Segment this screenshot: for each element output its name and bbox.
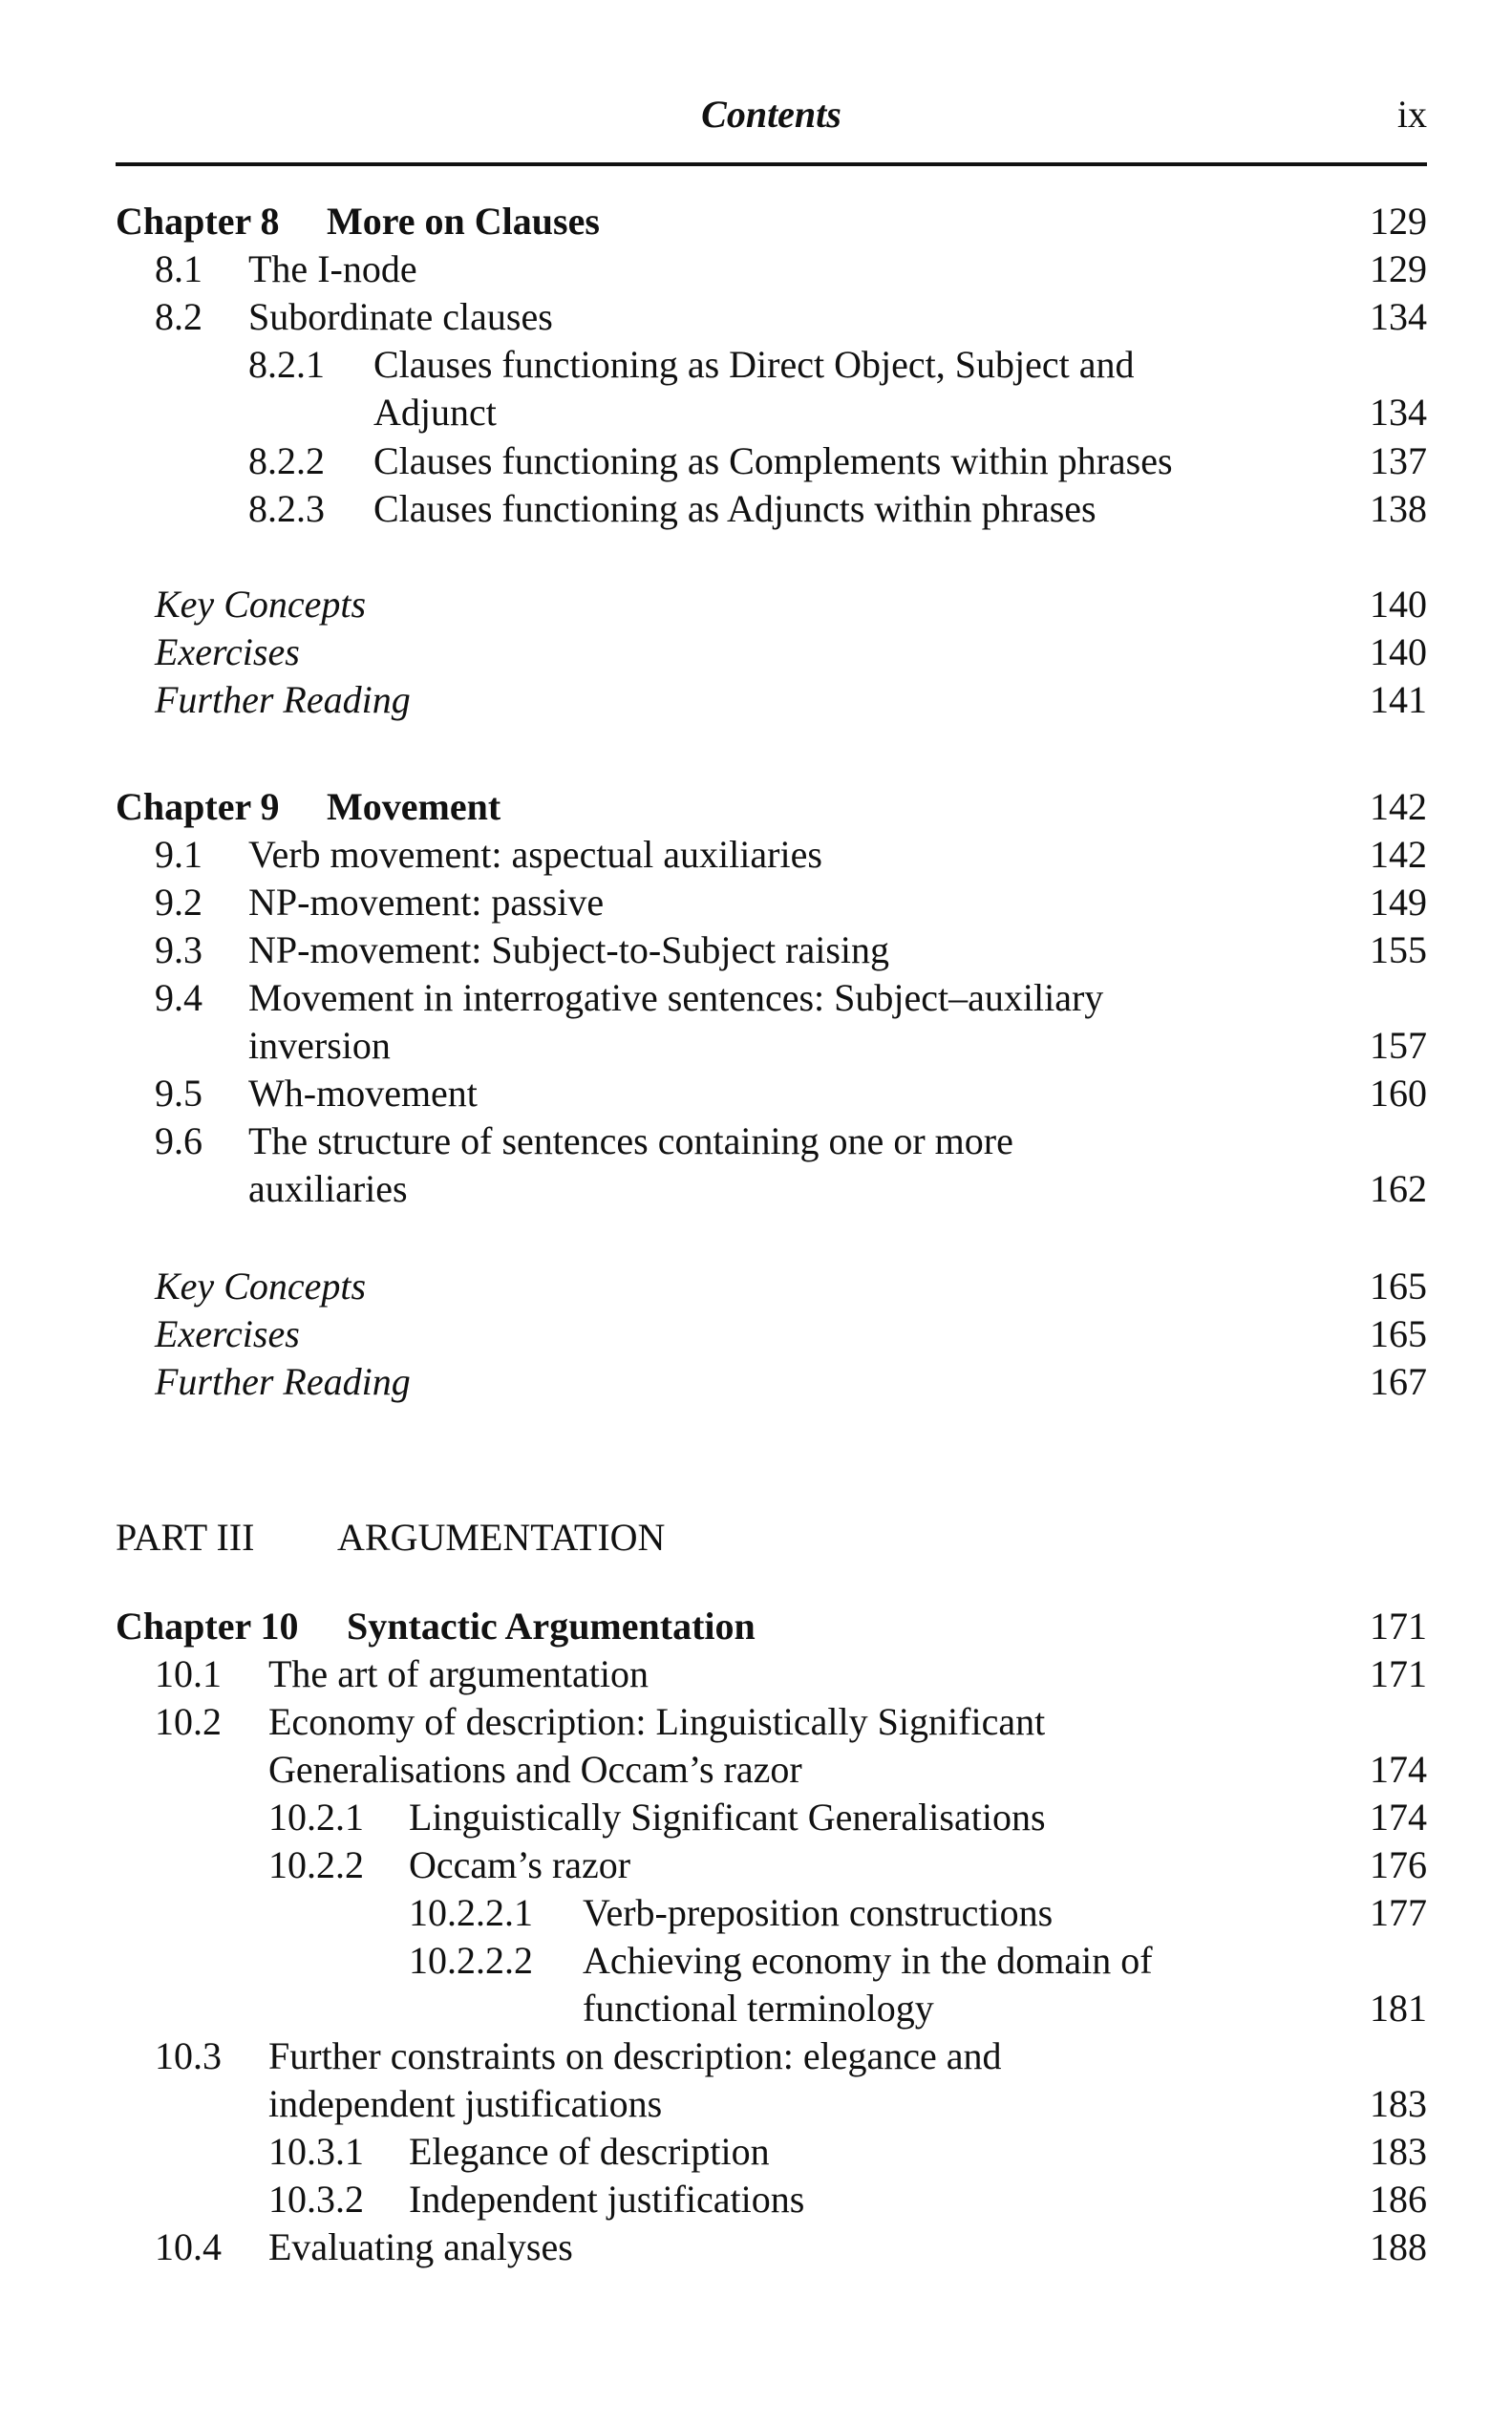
toc-entry-page: 162: [1370, 1167, 1427, 1210]
toc-entry: [116, 581, 1427, 628]
toc-entry-page: 171: [1370, 1605, 1427, 1648]
toc-entry-page: 149: [1370, 881, 1427, 924]
toc-entry: [116, 2032, 1427, 2080]
toc-entry-page: 140: [1370, 583, 1427, 626]
toc-entry-number: 10.3.2: [268, 2178, 364, 2221]
toc-entry-page: 141: [1370, 678, 1427, 721]
toc-entry: [116, 676, 1427, 724]
toc-entry: [116, 293, 1427, 341]
toc-entry-page: 183: [1370, 2082, 1427, 2125]
toc-entry: [116, 879, 1427, 926]
toc-entry: [116, 1165, 1427, 1213]
toc-entry: [116, 1263, 1427, 1310]
toc-entry-number: 9.6: [155, 1119, 202, 1162]
toc-entry-page: 188: [1370, 2225, 1427, 2268]
running-header-page-number: ix: [1396, 93, 1427, 136]
toc-entry-number: 10.2.2: [268, 1843, 364, 1886]
toc-entry-number: Chapter 10: [116, 1605, 299, 1648]
toc-entry-number: 10.2.1: [268, 1796, 364, 1839]
toc-entry-number: 8.2: [155, 295, 202, 338]
toc-entry-title: Clauses functioning as Adjuncts within phrases: [373, 487, 1097, 530]
running-header-title: Contents: [701, 93, 841, 136]
toc-entry: [116, 628, 1427, 676]
toc-entry-title: functional terminology: [583, 1987, 934, 2030]
toc-entry-title: Verb-preposition constructions: [583, 1891, 1054, 1934]
toc-entry-page: 160: [1370, 1072, 1427, 1115]
toc-entry-number: 8.2.3: [248, 487, 325, 530]
toc-entry-title: Evaluating analyses: [268, 2225, 573, 2268]
toc-entry-title: NP-movement: passive: [248, 881, 605, 924]
toc-entry-title: ARGUMENTATION: [337, 1516, 666, 1559]
toc-entry-page: 183: [1370, 2130, 1427, 2173]
toc-entry-title: Adjunct: [373, 391, 497, 434]
toc-entry-title: Syntactic Argumentation: [347, 1605, 756, 1648]
toc-entry-page: 155: [1370, 928, 1427, 971]
toc-entry: [116, 1358, 1427, 1406]
toc-entry-number: 10.3.1: [268, 2130, 364, 2173]
toc-entry-title: The structure of sentences containing one or more: [248, 1119, 1013, 1162]
toc-entry-title: Wh-movement: [248, 1072, 478, 1115]
toc-entry: [116, 831, 1427, 879]
toc-entry-number: 8.2.2: [248, 439, 325, 482]
toc-entry-title: Economy of description: Linguistically Significant: [268, 1700, 1046, 1743]
toc-entry-number: Chapter 8: [116, 200, 280, 243]
toc-entry-title: NP-movement: Subject-to-Subject raising: [248, 928, 889, 971]
toc-entry-page: 165: [1370, 1312, 1427, 1355]
toc-entry-page: 186: [1370, 2178, 1427, 2221]
toc-entry-page: 177: [1370, 1891, 1427, 1934]
running-header: [116, 92, 1427, 139]
toc-entry: [116, 341, 1427, 389]
toc-entry-title: Exercises: [155, 630, 300, 673]
toc-entry-title: Generalisations and Occam’s razor: [268, 1748, 802, 1791]
toc-entry-title: Movement: [327, 785, 501, 828]
toc-entry: [116, 783, 1427, 831]
toc-entry: [116, 1603, 1427, 1650]
toc-entry-number: 10.2: [155, 1700, 222, 1743]
toc-entry: [116, 1746, 1427, 1794]
toc-entry-page: 134: [1370, 391, 1427, 434]
toc-entry-title: More on Clauses: [327, 200, 600, 243]
toc-entry-number: 10.2.2.2: [409, 1939, 533, 1982]
toc-entry: [116, 926, 1427, 974]
toc-entry: [116, 1794, 1427, 1841]
toc-entry: [116, 1698, 1427, 1746]
toc-entry-page: 176: [1370, 1843, 1427, 1886]
toc-entry-title: The I-node: [248, 247, 417, 290]
toc-entry-number: 10.3: [155, 2034, 222, 2077]
toc-entry-title: independent justifications: [268, 2082, 663, 2125]
toc-entry-page: 129: [1370, 247, 1427, 290]
toc-entry: [116, 245, 1427, 293]
toc-entry-title: Key Concepts: [155, 1265, 367, 1308]
toc-entry-page: 140: [1370, 630, 1427, 673]
toc-entry-title: Key Concepts: [155, 583, 367, 626]
toc-entry: [116, 198, 1427, 245]
toc-entry-page: 167: [1370, 1360, 1427, 1403]
toc-entry-title: Achieving economy in the domain of: [583, 1939, 1153, 1982]
toc-entry-title: inversion: [248, 1024, 391, 1067]
toc-entry-number: 9.3: [155, 928, 202, 971]
toc-entry-page: 134: [1370, 295, 1427, 338]
toc-entry-page: 157: [1370, 1024, 1427, 1067]
toc-entry: [116, 1514, 1427, 1562]
toc-entry-page: 171: [1370, 1652, 1427, 1695]
toc-entry-page: 142: [1370, 833, 1427, 876]
toc-entry-title: auxiliaries: [248, 1167, 408, 1210]
toc-entry-page: 138: [1370, 487, 1427, 530]
toc-entry-number: 9.1: [155, 833, 202, 876]
toc-entry-number: 10.1: [155, 1652, 222, 1695]
toc-entry-title: Exercises: [155, 1312, 300, 1355]
toc-entry: [116, 1117, 1427, 1165]
toc-entry-title: Clauses functioning as Direct Object, Subject and: [373, 343, 1135, 386]
toc-entry-number: 10.4: [155, 2225, 222, 2268]
toc-entry: [116, 1937, 1427, 1985]
toc-entry: [116, 1650, 1427, 1698]
toc-entry-number: 9.4: [155, 976, 202, 1019]
toc-entry-page: 165: [1370, 1265, 1427, 1308]
toc-entry-page: 137: [1370, 439, 1427, 482]
toc-entry: [116, 2223, 1427, 2271]
toc-entry: [116, 974, 1427, 1022]
toc-entry-page: 174: [1370, 1748, 1427, 1791]
toc-entry-title: Further Reading: [155, 678, 411, 721]
toc-entry: [116, 1985, 1427, 2032]
toc-entry-title: Movement in interrogative sentences: Subject–auxiliary: [248, 976, 1104, 1019]
toc-entry: [116, 485, 1427, 533]
toc-entry: [116, 1070, 1427, 1117]
toc-entry-page: 129: [1370, 200, 1427, 243]
header-rule: [116, 162, 1427, 166]
toc-entry-title: Linguistically Significant Generalisations: [409, 1796, 1046, 1839]
toc-entry: [116, 1022, 1427, 1070]
toc-entry-title: Verb movement: aspectual auxiliaries: [248, 833, 822, 876]
toc-entry-title: Clauses functioning as Complements within phrases: [373, 439, 1173, 482]
toc-entry-title: Occam’s razor: [409, 1843, 631, 1886]
toc-entry-number: Chapter 9: [116, 785, 280, 828]
toc-entry: [116, 1310, 1427, 1358]
toc-entry-number: 10.2.2.1: [409, 1891, 533, 1934]
toc-entry: [116, 1841, 1427, 1889]
toc-entry-number: 8.2.1: [248, 343, 325, 386]
toc-entry-page: 181: [1370, 1987, 1427, 2030]
toc-entry-title: Further constraints on description: elegance and: [268, 2034, 1002, 2077]
toc-entry: [116, 1889, 1427, 1937]
toc-entry-number: PART III: [116, 1516, 255, 1559]
toc-entry: [116, 2176, 1427, 2223]
toc-entry: [116, 2080, 1427, 2128]
toc-entry-title: Independent justifications: [409, 2178, 805, 2221]
toc-entry-title: Elegance of description: [409, 2130, 770, 2173]
toc-entry-page: 142: [1370, 785, 1427, 828]
toc-entry-title: Further Reading: [155, 1360, 411, 1403]
toc-entry-number: 9.5: [155, 1072, 202, 1115]
toc-entry-page: 174: [1370, 1796, 1427, 1839]
toc-entry-number: 8.1: [155, 247, 202, 290]
toc-entry-number: 9.2: [155, 881, 202, 924]
toc-entry: [116, 2128, 1427, 2176]
toc-entry-title: Subordinate clauses: [248, 295, 553, 338]
toc-entry: [116, 437, 1427, 485]
toc-entry-title: The art of argumentation: [268, 1652, 650, 1695]
toc-entry: [116, 389, 1427, 436]
